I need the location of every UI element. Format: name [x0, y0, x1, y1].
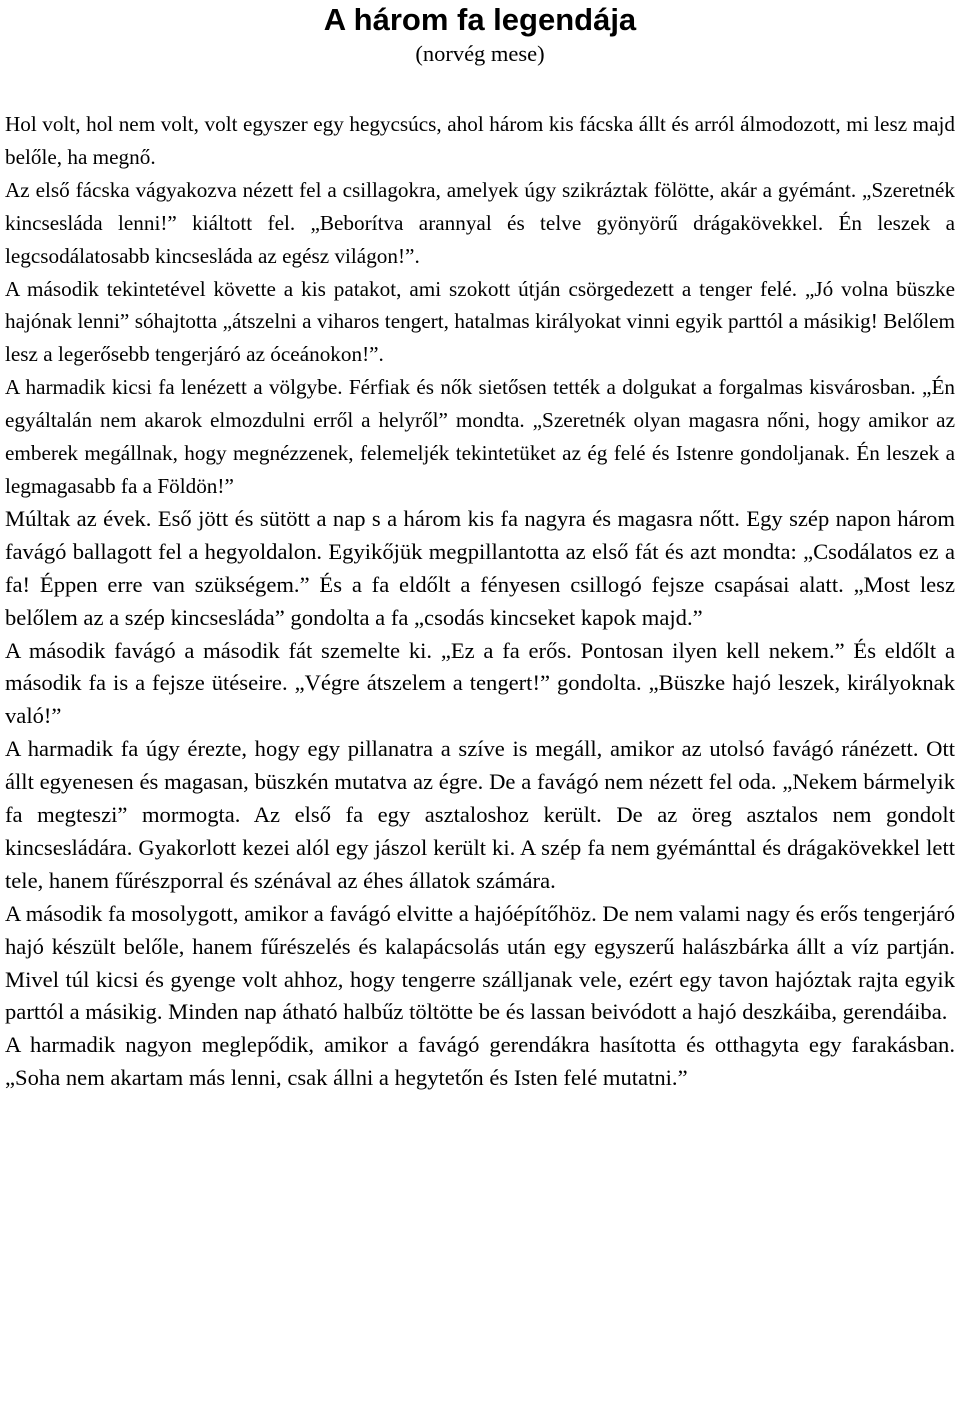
- document-subtitle: (norvég mese): [415, 41, 545, 66]
- story-paragraph-6: A második favágó a második fát szemelte ki. „Ez a fa erős. Pontosan ilyen kell nekem.” És eldőlt a második fa is a fejsze ütéseire. „Végre átszelem a tengert!” gondolta. „Büszke hajó leszek, királyoknak való!”: [5, 637, 955, 729]
- story-paragraph-4: A harmadik kicsi fa lenézett a völgybe. Férfiak és nők sietősen tették a dolgukat a forgalmas kisvárosban. „Én egyáltalán nem akarok elmozdulni erről a helyről” mondta. „Szeretnék olyan magasra nőni, hogy amikor az emberek megállnak, hogy megnézzenek, felemeljék tekintetüket az ég felé és Istenre gondoljanak. Én leszek a legmagasabb fa a Földön!”: [5, 375, 955, 498]
- story-paragraph-1: Hol volt, hol nem volt, volt egyszer egy hegycsúcs, ahol három kis fácska állt és arról álmodozott, mi lesz majd belőle, ha megnő.: [5, 112, 955, 169]
- story-paragraph-7: A harmadik fa úgy érezte, hogy egy pillanatra a szíve is megáll, amikor az utolsó favágó ránézett. Ott állt egyenesen és magasan, büszkén mutatva az égre. De a favágó nem nézett fel oda. „Nekem bármelyik fa megteszi” mormogta. Az első fa egy asztaloshoz került. De az öreg asztalos nem gondolt kincsesládára. Gyakorlott kezei alól egy jászol került ki. A szép fa nem gyémánttal és drágakövekkel lett tele, hanem fűrészporral és szénával az éhes állatok számára.: [5, 736, 955, 893]
- story-paragraph-5: Múltak az évek. Eső jött és sütött a nap s a három kis fa nagyra és magasra nőtt. Egy szép napon három favágó ballagott fel a hegyoldalon. Egyikőjük megpillantotta az első fát és azt mondta: „Csodálatos ez a fa! Éppen erre van szükségem.” És a fa eldőlt a fényesen csillogó fejsze csapásai alatt. „Most lesz belőlem az a szép kincsesláda” gondolta a fa „csodás kincseket kapok majd.”: [5, 505, 955, 630]
- document-title: A három fa legendája: [323, 2, 637, 37]
- document-page: [5, 0, 955, 1095]
- story-paragraph-8: A második fa mosolygott, amikor a favágó elvitte a hajóépítőhöz. De nem valami nagy és erős tengerjáró hajó készült belőle, hanem fűrészelés és kalapácsolás után egy egyszerű halászbárka állt a víz partján. Mivel túl kicsi és gyenge volt ahhoz, hogy tengerre szálljanak vele, ezért egy tavon hajóztak rajta egyik parttól a másikig. Minden nap átható halbűz töltötte be és lassan beivódott a hajó deszkáiba, gerendáiba.: [5, 900, 955, 1025]
- story-paragraph-9: A harmadik nagyon meglepődik, amikor a favágó gerendákra hasította és otthagyta egy farakásban. „Soha nem akartam más lenni, csak állni a hegytetőn és Isten felé mutatni.”: [5, 1032, 955, 1091]
- story-paragraph-3: A második tekintetével követte a kis patakot, ami szokott útján csörgedezett a tenger felé. „Jó volna büszke hajónak lenni” sóhajtotta „átszelni a viharos tengert, hatalmas királyokat vinni egyik parttól a másikig! Belőlem lesz a legerősebb tengerjáró az óceánokon!”.: [5, 276, 955, 367]
- story-body: [5, 108, 955, 1095]
- story-paragraph-2: Az első fácska vágyakozva nézett fel a csillagokra, amelyek úgy szikráztak fölötte, akár a gyémánt. „Szeretnék kincsesláda lenni!” kiáltott fel. „Beborítva arannyal és telve gyönyörű drágakövekkel. Én leszek a legcsodálatosabb kincsesláda az egész világon!”.: [5, 177, 955, 268]
